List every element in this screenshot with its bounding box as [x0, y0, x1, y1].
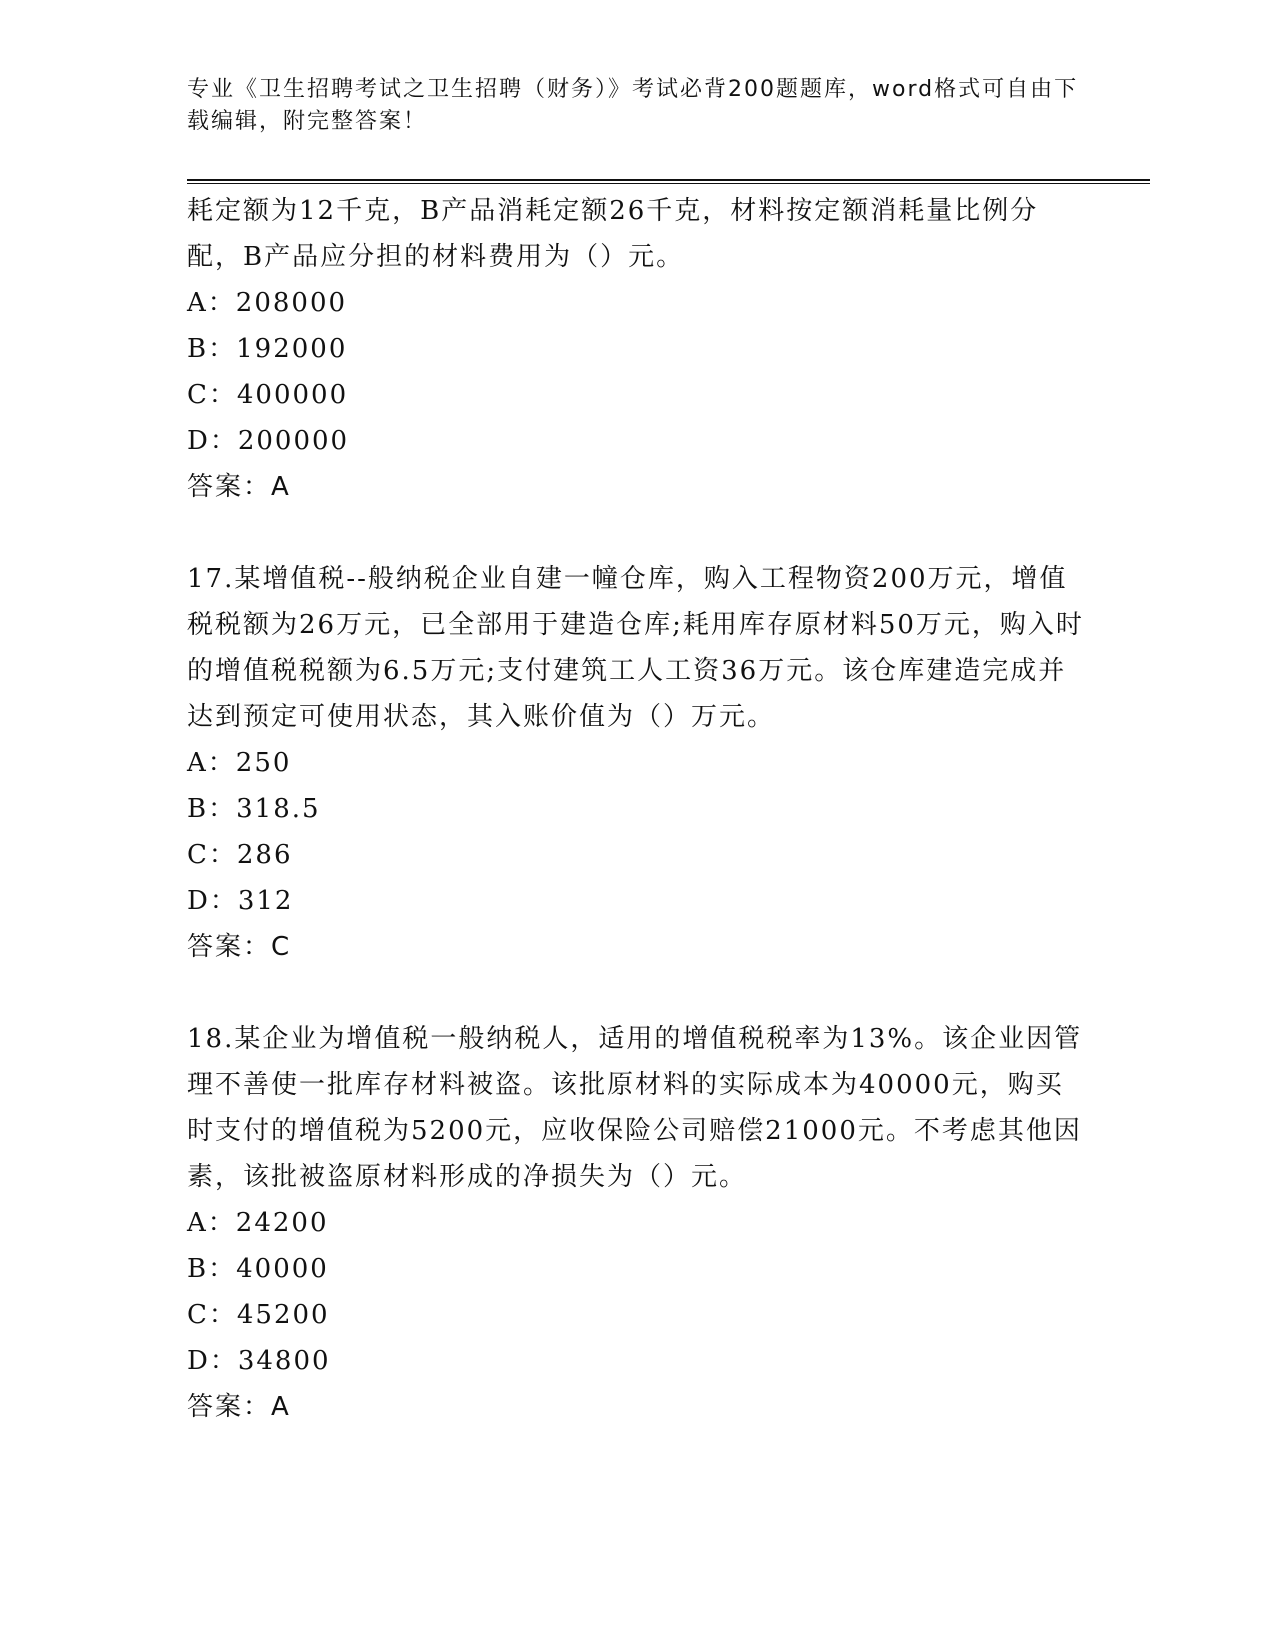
question-block	[187, 188, 1087, 510]
option-d: D：34800	[187, 1346, 331, 1376]
document-header	[187, 74, 1087, 138]
question-text: 耗定额为12千克，B产品消耗定额26千克，材料按定额消耗量比例分配，B产品应分担的材料费用为（）元。	[187, 196, 1039, 272]
question-block	[187, 1016, 1087, 1430]
option-b: B：192000	[187, 334, 348, 364]
answer-line: 答案：A	[187, 472, 291, 502]
option-a: A：208000	[187, 288, 348, 318]
option-c: C：45200	[187, 1300, 330, 1330]
question-gap	[187, 510, 1087, 556]
option-a: A：250	[187, 748, 292, 778]
option-c: C：286	[187, 840, 293, 870]
question-text: 17.某增值税--般纳税企业自建一幢仓库，购入工程物资200万元，增值税税额为26万元，已全部用于建造仓库;耗用库存原材料50万元，购入时的增值税税额为6.5万元;支付建筑工人工资36万元。该仓库建造完成并达到预定可使用状态，其入账价值为（）万元。	[187, 564, 1084, 732]
option-d: D：200000	[187, 426, 350, 456]
question-block	[187, 556, 1087, 970]
option-b: B：40000	[187, 1254, 329, 1284]
option-c: C：400000	[187, 380, 349, 410]
option-b: B：318.5	[187, 794, 321, 824]
header-title: 专业《卫生招聘考试之卫生招聘（财务）》考试必背200题题库，word格式可自由下载编辑，附完整答案！	[187, 77, 1079, 134]
question-text: 18.某企业为增值税一般纳税人，适用的增值税税率为13%。该企业因管理不善使一批库存材料被盗。该批原材料的实际成本为40000元，购买时支付的增值税为5200元，应收保险公司赔偿21000元。不考虑其他因素，该批被盗原材料形成的净损失为（）元。	[187, 1024, 1083, 1192]
header-divider	[187, 179, 1150, 181]
answer-line: 答案：C	[187, 932, 292, 962]
header-divider-thin	[187, 183, 1150, 184]
option-a: A：24200	[187, 1208, 329, 1238]
question-gap	[187, 970, 1087, 1016]
option-d: D：312	[187, 886, 294, 916]
question-list	[187, 188, 1087, 1430]
answer-line: 答案：A	[187, 1392, 291, 1422]
